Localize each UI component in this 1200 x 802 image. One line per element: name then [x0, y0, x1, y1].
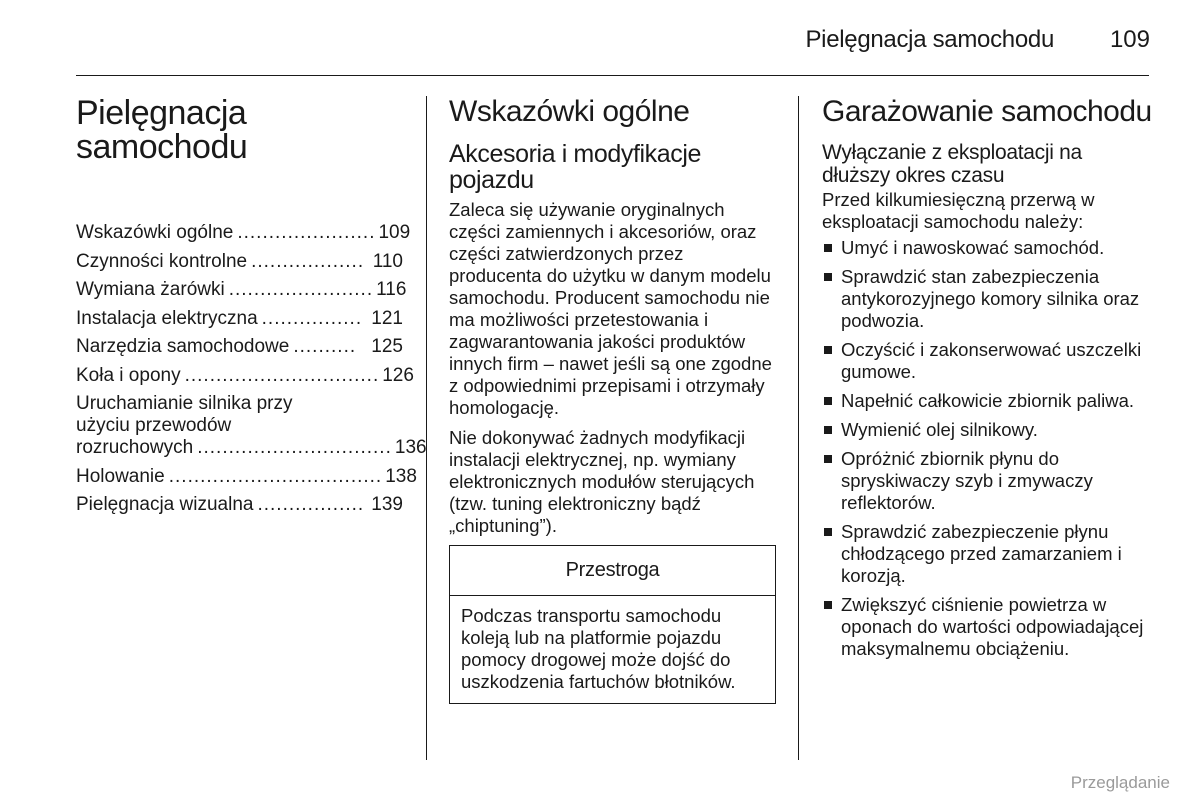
toc-entry-label: Koła i opony [76, 364, 181, 386]
watermark: Przeglądanie [1070, 773, 1170, 792]
running-header-title: Pielęgnacja samochodu [805, 26, 1054, 53]
toc-page-number: 138 [385, 465, 417, 487]
toc-entry-label: Pielęgnacja wizualna [76, 494, 254, 515]
toc-entry[interactable] [76, 251, 403, 273]
warning-title: Przestroga [450, 546, 775, 596]
checklist-item [822, 419, 1152, 441]
toc-leader-dots: .................. [251, 250, 365, 272]
storage-checklist [822, 237, 1152, 660]
toc-entry-label: Holowanie [76, 465, 165, 487]
checklist-item [822, 266, 1152, 332]
checklist-item-text: Sprawdzić zabezpieczenie płynu chłodzącego przed zamarzaniem i korozją. [841, 521, 1122, 586]
square-bullet-icon [824, 528, 832, 536]
toc-entry-label: rozruchowych [76, 437, 194, 458]
toc-page-number: 136 [394, 437, 427, 458]
toc-leader-dots: ............................... [184, 364, 380, 386]
checklist-item [822, 448, 1152, 514]
column-divider-2 [798, 96, 799, 760]
square-bullet-icon [824, 601, 832, 609]
square-bullet-icon [824, 426, 832, 434]
toc-entry-label: Uruchamianie silnika przy [76, 393, 293, 414]
toc-entry[interactable] [76, 465, 417, 488]
toc-page-number: 109 [378, 222, 411, 243]
toc-entry[interactable] [76, 393, 427, 459]
section-heading-general-tips: Wskazówki ogólne [449, 95, 690, 128]
toc-page-number: 125 [371, 336, 403, 357]
toc-page-number: 116 [376, 279, 407, 300]
toc-leader-dots: ............................... [197, 437, 392, 458]
toc-entry-label: Narzędzia samochodowe [76, 336, 290, 357]
toc-leader-dots: ....................... [228, 279, 374, 300]
toc-entry[interactable] [76, 222, 411, 244]
square-bullet-icon [824, 397, 832, 405]
chapter-title [76, 96, 406, 164]
section-heading-garaging: Garażowanie samochodu [822, 95, 1152, 128]
toc-leader-dots: ................ [261, 307, 363, 329]
toc-entry-label: Instalacja elektryczna [76, 307, 258, 329]
header-rule [76, 75, 1149, 76]
toc-entry[interactable] [76, 336, 403, 358]
toc-page-number: 121 [371, 307, 403, 329]
column-general-tips [449, 96, 781, 704]
toc-entry[interactable] [76, 364, 414, 387]
toc-entry[interactable] [76, 279, 407, 301]
checklist-item [822, 339, 1152, 383]
checklist-item [822, 390, 1152, 412]
checklist-item-text: Sprawdzić stan zabezpieczenia antykorozyjnego komory silnika oraz podwozia. [841, 266, 1140, 331]
toc-leader-dots: .................................. [168, 465, 383, 487]
checklist-item [822, 237, 1152, 259]
paragraph-accessories: Zaleca się używanie oryginalnych części zamiennych i akcesoriów, oraz części zatwierdzonych przez producenta do użytku w danym modelu samochodu. Producent samochodu nie ma możliwości przetestowania i zagwarantowania jakości produktów innych firm – nawet jeśli są one zgodne z odpowiednimi przepisami i otrzymały homologację. [449, 199, 772, 418]
subheading-accessories: Akcesoria i modyfikacje pojazdu [449, 140, 702, 194]
toc-leader-dots: ...................... [237, 222, 376, 243]
checklist-item-text: Oczyścić i zakonserwować uszczelki gumowe. [841, 339, 1142, 382]
toc-entry-label: użyciu przewodów [76, 415, 232, 436]
checklist-item-text: Wymienić olej silnikowy. [841, 419, 1038, 440]
checklist-item-text: Napełnić całkowicie zbiornik paliwa. [841, 390, 1135, 411]
toc-page-number: 110 [372, 250, 403, 272]
table-of-contents [76, 222, 427, 523]
warning-text: Podczas transportu samochodu koleją lub na platformie pojazdu pomocy drogowej może dojść do uszkodzenia fartuchów błotników. [461, 605, 736, 692]
checklist-item [822, 594, 1152, 660]
page-number: 109 [1109, 26, 1150, 53]
checklist-item-text: Umyć i nawoskować samochód. [841, 237, 1105, 258]
chapter-title-line-1: Pielęgnacja [76, 94, 247, 132]
paragraph-modifications: Nie dokonywać żadnych modyfikacji instalacji elektrycznej, np. wymiany elektronicznych modułów sterujących (tzw. tuning elektroniczny bądź „chiptuning”). [449, 427, 755, 536]
chapter-title-line-2: samochodu [76, 128, 248, 166]
subheading-long-term-storage: Wyłączanie z eksploatacji na dłuższy okres czasu [822, 141, 1082, 187]
column-garaging [822, 96, 1152, 667]
square-bullet-icon [824, 244, 832, 252]
toc-page-number: 139 [371, 494, 403, 515]
toc-leader-dots: ................. [257, 494, 365, 515]
square-bullet-icon [824, 273, 832, 281]
toc-entry-label: Czynności kontrolne [76, 250, 248, 272]
square-bullet-icon [824, 455, 832, 463]
warning-box [449, 545, 776, 704]
toc-leader-dots: .......... [293, 336, 357, 357]
checklist-item-text: Zwiększyć ciśnienie powietrza w oponach do wartości odpowiadającej maksymalnemu obciążeniu. [841, 594, 1144, 659]
toc-entry-label: Wymiana żarówki [76, 279, 225, 300]
paragraph-storage-intro: Przed kilkumiesięczną przerwą w eksploatacji samochodu należy: [822, 189, 1095, 232]
checklist-item [822, 521, 1152, 587]
toc-page-number: 126 [382, 364, 414, 386]
checklist-item-text: Opróżnić zbiornik płynu do spryskiwaczy szyb i zmywaczy reflektorów. [841, 448, 1093, 513]
toc-entry[interactable] [76, 494, 403, 516]
column-divider-1 [426, 96, 427, 760]
toc-entry-label: Wskazówki ogólne [76, 222, 234, 243]
toc-entry[interactable] [76, 308, 403, 330]
square-bullet-icon [824, 346, 832, 354]
